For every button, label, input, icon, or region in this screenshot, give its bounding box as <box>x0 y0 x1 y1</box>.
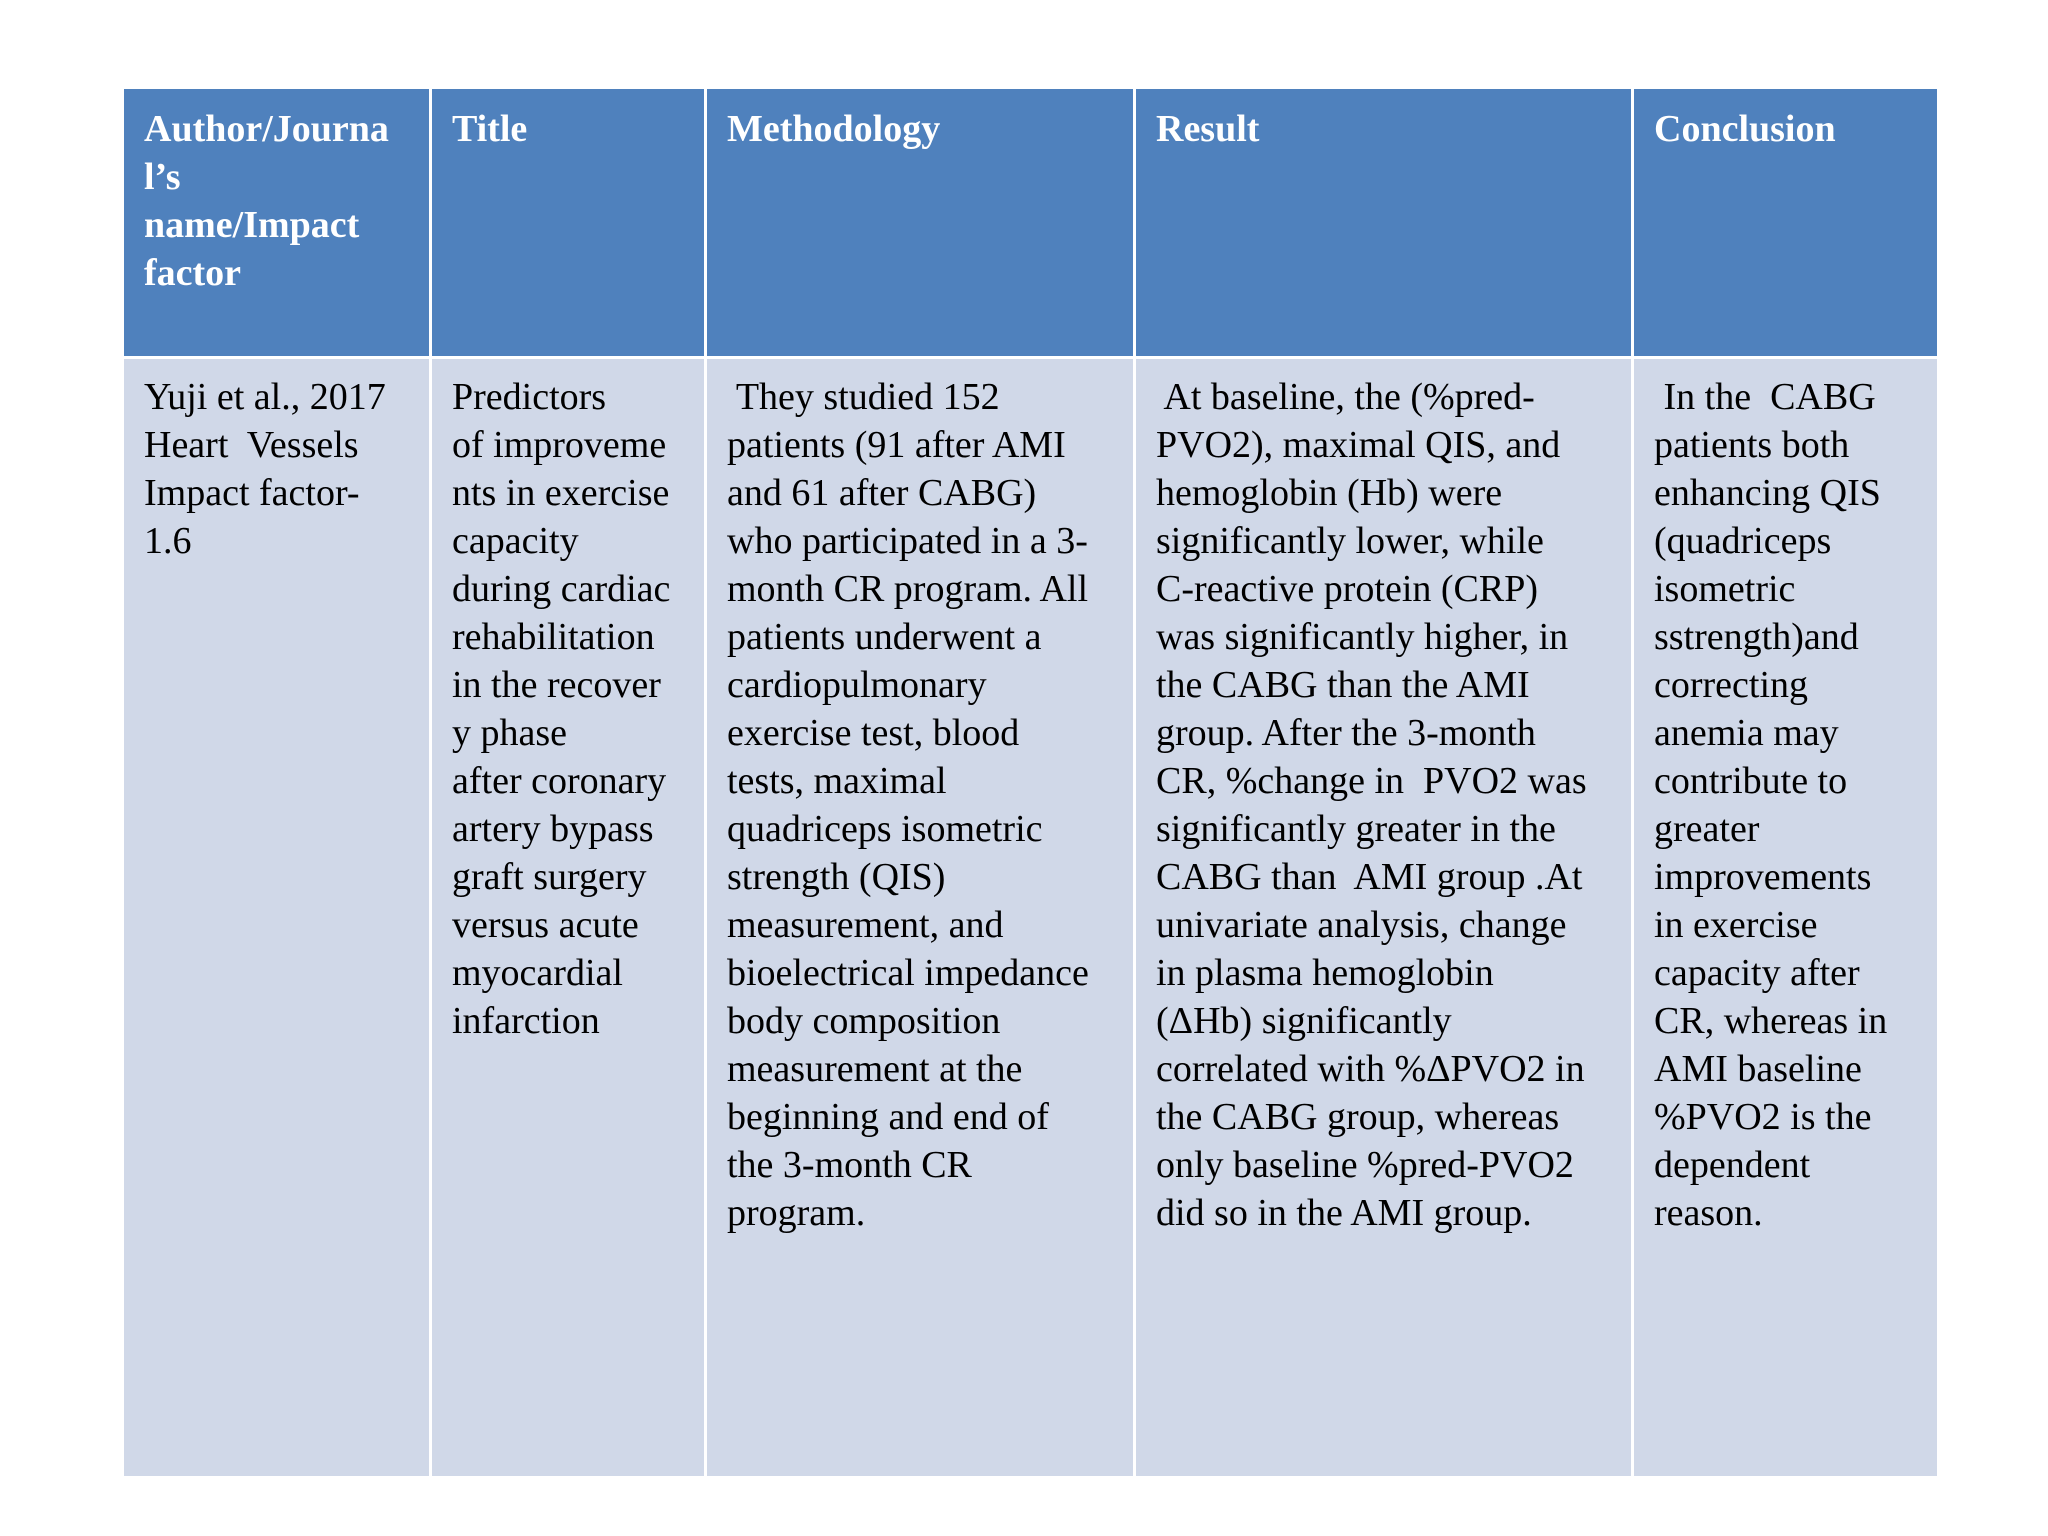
cell-line: beginning and end of <box>727 1096 1049 1138</box>
cell-line: the 3-month CR <box>727 1144 972 1186</box>
cell-line: In the CABG <box>1654 376 1876 418</box>
cell-title <box>431 358 706 1478</box>
table-header-row <box>123 88 1939 358</box>
cell-line: bioelectrical impedance <box>727 952 1089 994</box>
header-line: Conclusion <box>1654 108 1836 150</box>
cell-line: graft surgery <box>452 856 647 898</box>
cell-line: measurement at the <box>727 1048 1023 1090</box>
header-author <box>123 88 431 358</box>
cell-line: in exercise <box>1654 904 1818 946</box>
cell-line: quadriceps isometric <box>727 808 1043 850</box>
cell-line: CABG than AMI group .At <box>1156 856 1583 898</box>
cell-line: contribute to <box>1654 760 1848 802</box>
header-title <box>431 88 706 358</box>
cell-line: isometric <box>1654 568 1796 610</box>
cell-line: patients both <box>1654 424 1850 466</box>
header-line: l’s <box>144 156 181 198</box>
cell-line: %PVO2 is the <box>1654 1096 1872 1138</box>
cell-line: the CABG than the AMI <box>1156 664 1530 706</box>
cell-line: CR, %change in PVO2 was <box>1156 760 1587 802</box>
cell-line: strength (QIS) <box>727 856 946 898</box>
literature-review-table <box>121 86 1940 1479</box>
cell-line: AMI baseline <box>1654 1048 1862 1090</box>
cell-line: who participated in a 3- <box>727 520 1088 562</box>
cell-line: Predictors <box>452 376 607 418</box>
cell-line: body composition <box>727 1000 1001 1042</box>
cell-line: At baseline, the (%pred- <box>1156 376 1535 418</box>
cell-line: PVO2), maximal QIS, and <box>1156 424 1561 466</box>
cell-line: CR, whereas in <box>1654 1000 1888 1042</box>
cell-line: during cardiac <box>452 568 671 610</box>
cell-line: infarction <box>452 1000 600 1042</box>
cell-line: significantly lower, while <box>1156 520 1544 562</box>
cell-line: in the recover <box>452 664 661 706</box>
cell-line: univariate analysis, change <box>1156 904 1567 946</box>
cell-line: patients underwent a <box>727 616 1042 658</box>
cell-line: exercise test, blood <box>727 712 1020 754</box>
header-line: factor <box>144 252 242 294</box>
header-result <box>1135 88 1633 358</box>
cell-line: measurement, and <box>727 904 1004 946</box>
cell-line: (quadriceps <box>1654 520 1832 562</box>
cell-line: hemoglobin (Hb) were <box>1156 472 1503 514</box>
cell-conclusion <box>1633 358 1939 1478</box>
cell-line: patients (91 after AMI <box>727 424 1066 466</box>
cell-line: reason. <box>1654 1192 1763 1234</box>
cell-line: Yuji et al., 2017 <box>144 376 386 418</box>
header-line: Author/Journa <box>144 108 389 150</box>
cell-line: rehabilitation <box>452 616 655 658</box>
cell-line: They studied 152 <box>727 376 1000 418</box>
cell-line: Impact factor- <box>144 472 360 514</box>
cell-line: dependent <box>1654 1144 1811 1186</box>
cell-line: Heart Vessels <box>144 424 359 466</box>
cell-line: capacity after <box>1654 952 1860 994</box>
cell-line: C-reactive protein (CRP) <box>1156 568 1539 610</box>
cell-line: did so in the AMI group. <box>1156 1192 1532 1234</box>
cell-line: only baseline %pred-PVO2 <box>1156 1144 1574 1186</box>
cell-line: and 61 after CABG) <box>727 472 1037 514</box>
cell-line: group. After the 3-month <box>1156 712 1536 754</box>
cell-line: of improveme <box>452 424 667 466</box>
table-row <box>123 358 1939 1478</box>
cell-line: artery bypass <box>452 808 654 850</box>
cell-line: cardiopulmonary <box>727 664 987 706</box>
cell-line: anemia may <box>1654 712 1839 754</box>
cell-line: y phase <box>452 712 568 754</box>
cell-line: in plasma hemoglobin <box>1156 952 1494 994</box>
cell-line: significantly greater in the <box>1156 808 1556 850</box>
cell-author <box>123 358 431 1478</box>
header-line: name/Impact <box>144 204 360 246</box>
cell-line: was significantly higher, in <box>1156 616 1569 658</box>
cell-line: improvements <box>1654 856 1872 898</box>
cell-line: correcting <box>1654 664 1809 706</box>
cell-methodology <box>706 358 1135 1478</box>
header-line: Methodology <box>727 108 941 150</box>
cell-line: correlated with %ΔPVO2 in <box>1156 1048 1585 1090</box>
header-line: Result <box>1156 108 1260 150</box>
cell-line: versus acute <box>452 904 639 946</box>
cell-line: sstrength)and <box>1654 616 1859 658</box>
cell-line: tests, maximal <box>727 760 947 802</box>
cell-line: the CABG group, whereas <box>1156 1096 1560 1138</box>
cell-line: after coronary <box>452 760 667 802</box>
cell-line: enhancing QIS <box>1654 472 1881 514</box>
cell-line: 1.6 <box>144 520 192 562</box>
cell-line: nts in exercise <box>452 472 670 514</box>
cell-line: capacity <box>452 520 579 562</box>
header-conclusion <box>1633 88 1939 358</box>
cell-line: greater <box>1654 808 1760 850</box>
header-line: Title <box>452 108 528 150</box>
header-methodology <box>706 88 1135 358</box>
cell-line: myocardial <box>452 952 623 994</box>
cell-line: month CR program. All <box>727 568 1088 610</box>
cell-line: program. <box>727 1192 866 1234</box>
cell-result <box>1135 358 1633 1478</box>
cell-line: (ΔHb) significantly <box>1156 1000 1452 1042</box>
